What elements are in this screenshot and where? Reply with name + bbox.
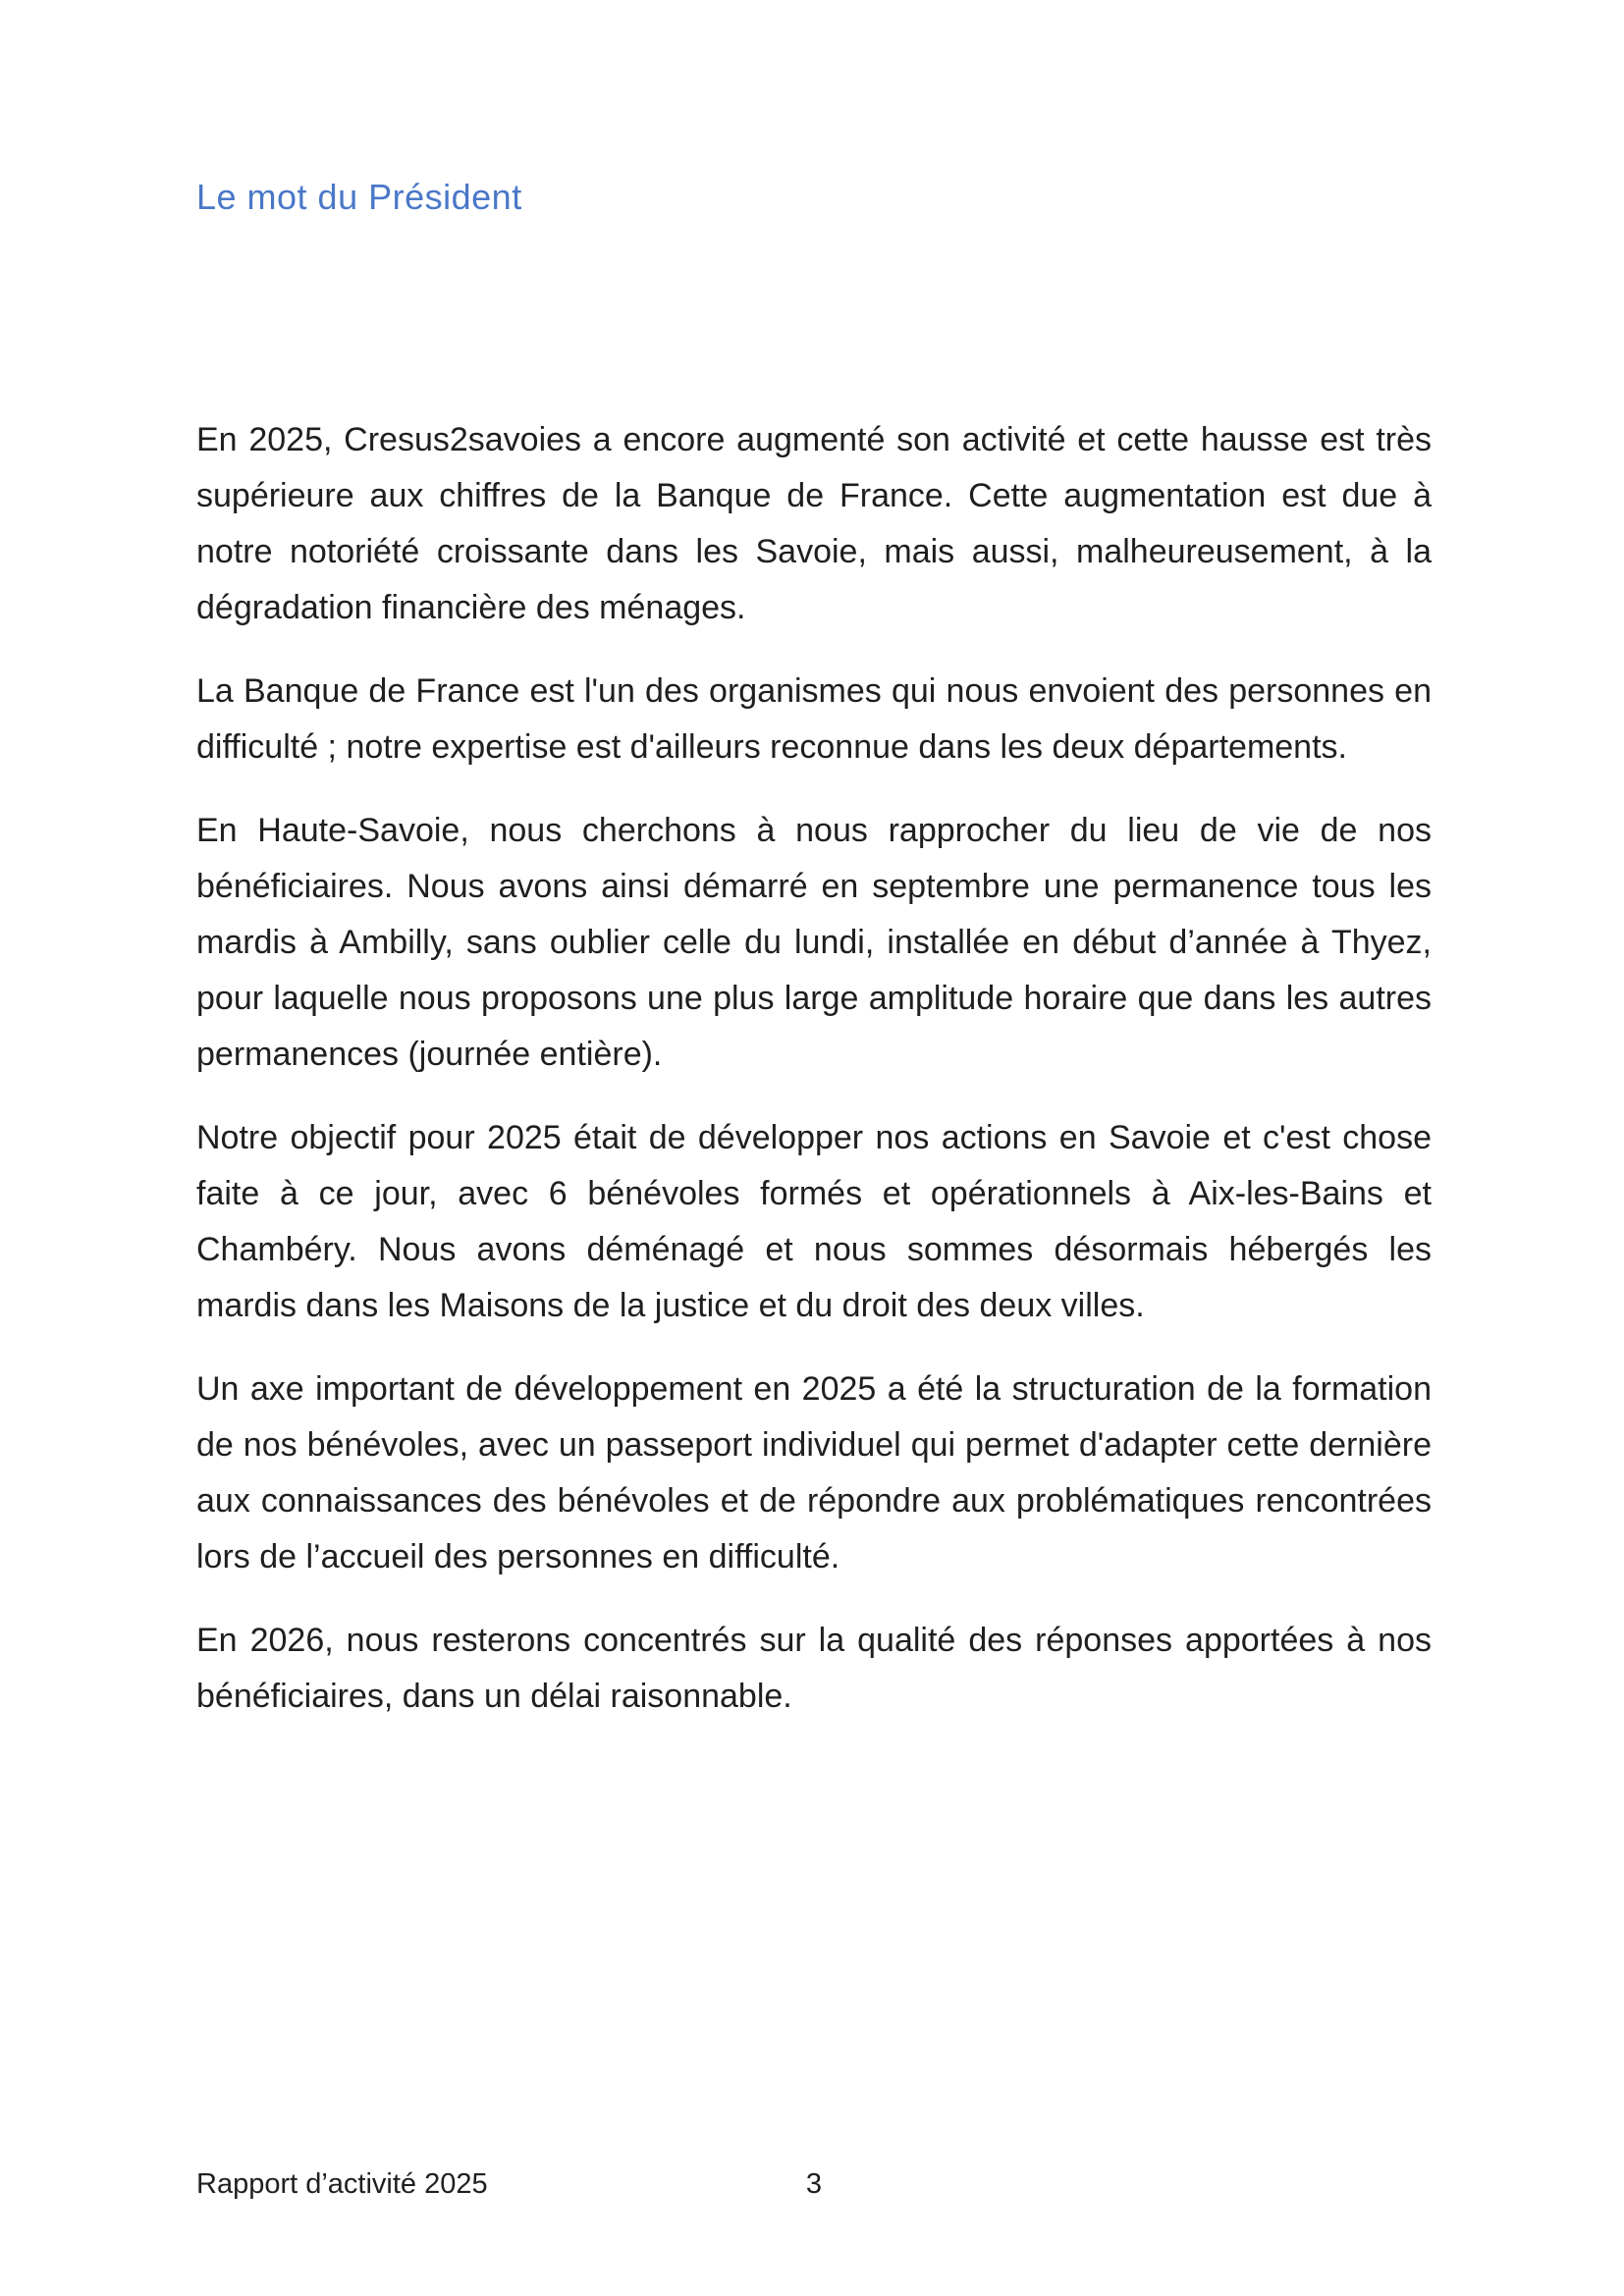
paragraph-activity-increase: En 2025, Cresus2savoies a encore augmenté son activité et cette hausse est très supérieure aux chiffres de la Banque de France. Cette augmentation est due à notre notoriété croissante dans les Savoie, mais aussi, malheureusement, à la dégradation financière des ménages.: [196, 421, 1432, 626]
body-text: [196, 412, 1432, 1752]
paragraph-banque-de-france: La Banque de France est l'un des organismes qui nous envoient des personnes en difficulté ; notre expertise est d'ailleurs reconnue dans les deux départements.: [196, 672, 1432, 766]
paragraph-formation-benevoles: Un axe important de développement en 2025 a été la structuration de la formation de nos bénévoles, avec un passeport individuel qui permet d'adapter cette dernière aux connaissances des bénévoles et de répondre aux problématiques rencontrées lors de l’accueil des personnes en difficulté.: [196, 1370, 1432, 1575]
paragraph-haute-savoie: En Haute-Savoie, nous cherchons à nous rapprocher du lieu de vie de nos bénéficiaires. Nous avons ainsi démarré en septembre une permanence tous les mardis à Ambilly, sans oublier celle du lundi, installée en début d’année à Thyez, pour laquelle nous proposons une plus large amplitude horaire que dans les autres permanences (journée entière).: [196, 812, 1432, 1073]
section-title: Le mot du Président: [196, 177, 522, 217]
paragraph-2026-outlook: En 2026, nous resterons concentrés sur la qualité des réponses apportées à nos bénéficiaires, dans un délai raisonnable.: [196, 1622, 1432, 1715]
footer-page-number: 3: [805, 2168, 823, 2200]
paragraph-objectif-2025: Notre objectif pour 2025 était de développer nos actions en Savoie et c'est chose faite à ce jour, avec 6 bénévoles formés et opérationnels à Aix-les-Bains et Chambéry. Nous avons déménagé et nous sommes désormais hébergés les mardis dans les Maisons de la justice et du droit des deux villes.: [196, 1119, 1432, 1324]
footer-report-title: Rapport d’activité 2025: [196, 2168, 488, 2200]
